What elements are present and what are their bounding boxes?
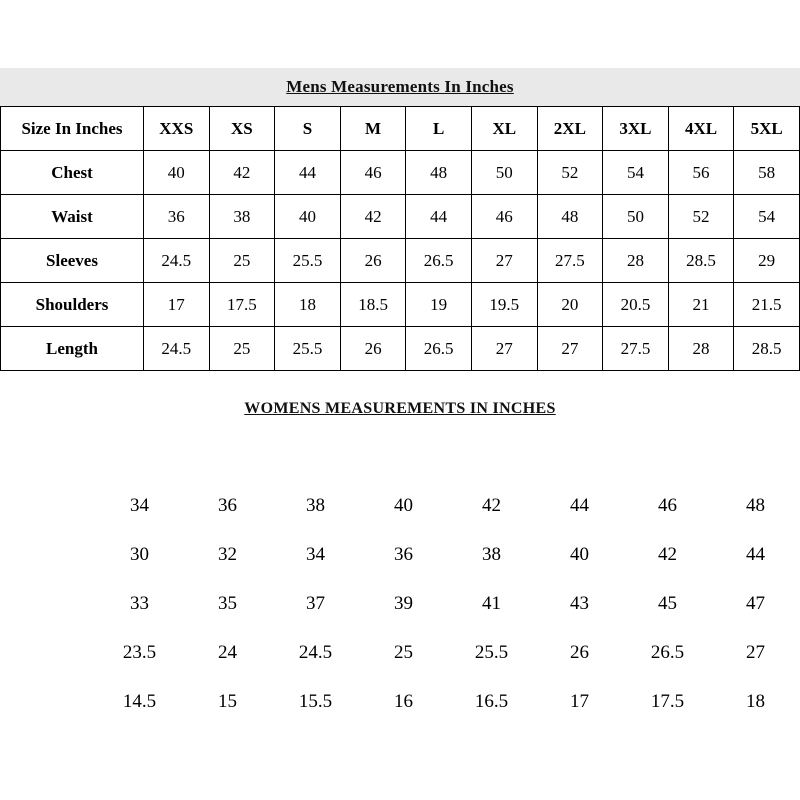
mens-chest-xl: 50 bbox=[471, 151, 537, 195]
womens-chest-xxs: 34 bbox=[96, 482, 184, 531]
womens-row-label-hips: Hips bbox=[1, 580, 96, 629]
womens-row-label-sleeves: Sleeves bbox=[1, 629, 96, 678]
mens-waist-l: 44 bbox=[406, 195, 472, 239]
womens-header-xxl: XXL bbox=[624, 435, 712, 482]
womens-size-chart bbox=[0, 434, 800, 727]
mens-sleeves-5xl: 29 bbox=[734, 239, 800, 283]
womens-measurements-table bbox=[0, 434, 800, 727]
mens-header-m: M bbox=[340, 107, 406, 151]
table-row bbox=[1, 678, 800, 727]
mens-row-label-length: Length bbox=[1, 327, 144, 371]
mens-waist-4xl: 52 bbox=[668, 195, 734, 239]
womens-hips-xl: 43 bbox=[536, 580, 624, 629]
mens-header-xxs: XXS bbox=[144, 107, 210, 151]
mens-table-body bbox=[1, 107, 800, 371]
mens-shoulders-4xl: 21 bbox=[668, 283, 734, 327]
womens-waist-m: 36 bbox=[360, 531, 448, 580]
mens-waist-xl: 46 bbox=[471, 195, 537, 239]
mens-length-s: 25.5 bbox=[275, 327, 341, 371]
mens-waist-xs: 38 bbox=[209, 195, 275, 239]
womens-row-label-shoulders: Shoulders bbox=[1, 678, 96, 727]
mens-sleeves-3xl: 28 bbox=[603, 239, 669, 283]
mens-waist-2xl: 48 bbox=[537, 195, 603, 239]
womens-sleeves-m: 25 bbox=[360, 629, 448, 678]
womens-sleeves-xl: 26 bbox=[536, 629, 624, 678]
table-row bbox=[1, 482, 800, 531]
womens-sleeves-xs: 24 bbox=[184, 629, 272, 678]
mens-chest-4xl: 56 bbox=[668, 151, 734, 195]
mens-chest-5xl: 58 bbox=[734, 151, 800, 195]
womens-header-l: L bbox=[448, 435, 536, 482]
mens-row-label-sleeves: Sleeves bbox=[1, 239, 144, 283]
mens-header-2xl: 2XL bbox=[537, 107, 603, 151]
womens-hips-xs: 35 bbox=[184, 580, 272, 629]
mens-chest-s: 44 bbox=[275, 151, 341, 195]
womens-shoulders-l: 16.5 bbox=[448, 678, 536, 727]
mens-length-5xl: 28.5 bbox=[734, 327, 800, 371]
womens-waist-xl: 40 bbox=[536, 531, 624, 580]
mens-length-2xl: 27 bbox=[537, 327, 603, 371]
womens-waist-xxs: 30 bbox=[96, 531, 184, 580]
womens-table-body bbox=[1, 435, 800, 727]
womens-waist-xs: 32 bbox=[184, 531, 272, 580]
womens-hips-xxs: 33 bbox=[96, 580, 184, 629]
table-row bbox=[1, 327, 800, 371]
table-row bbox=[1, 580, 800, 629]
mens-length-4xl: 28 bbox=[668, 327, 734, 371]
mens-sleeves-xl: 27 bbox=[471, 239, 537, 283]
mens-sleeves-l: 26.5 bbox=[406, 239, 472, 283]
mens-shoulders-5xl: 21.5 bbox=[734, 283, 800, 327]
womens-header-xxs: XXS bbox=[96, 435, 184, 482]
womens-hips-xxxl: 47 bbox=[712, 580, 800, 629]
womens-chest-xxl: 46 bbox=[624, 482, 712, 531]
table-row bbox=[1, 283, 800, 327]
mens-shoulders-3xl: 20.5 bbox=[603, 283, 669, 327]
womens-chest-l: 42 bbox=[448, 482, 536, 531]
mens-title-bar bbox=[0, 68, 800, 106]
mens-waist-m: 42 bbox=[340, 195, 406, 239]
mens-chest-m: 46 bbox=[340, 151, 406, 195]
womens-waist-xxl: 42 bbox=[624, 531, 712, 580]
womens-chest-xs: 36 bbox=[184, 482, 272, 531]
womens-chest-m: 40 bbox=[360, 482, 448, 531]
mens-shoulders-m: 18.5 bbox=[340, 283, 406, 327]
womens-sleeves-xxl: 26.5 bbox=[624, 629, 712, 678]
womens-chest-s: 38 bbox=[272, 482, 360, 531]
womens-hips-m: 39 bbox=[360, 580, 448, 629]
mens-chest-xs: 42 bbox=[209, 151, 275, 195]
womens-header-m: M bbox=[360, 435, 448, 482]
womens-row-label-chest: Chest bbox=[1, 482, 96, 531]
table-row bbox=[1, 195, 800, 239]
womens-shoulders-m: 16 bbox=[360, 678, 448, 727]
womens-hips-xxl: 45 bbox=[624, 580, 712, 629]
mens-chest-xxs: 40 bbox=[144, 151, 210, 195]
mens-waist-5xl: 54 bbox=[734, 195, 800, 239]
womens-header-row bbox=[1, 435, 800, 482]
womens-header-xl: XL bbox=[536, 435, 624, 482]
womens-waist-l: 38 bbox=[448, 531, 536, 580]
mens-length-l: 26.5 bbox=[406, 327, 472, 371]
womens-hips-s: 37 bbox=[272, 580, 360, 629]
mens-shoulders-s: 18 bbox=[275, 283, 341, 327]
mens-length-m: 26 bbox=[340, 327, 406, 371]
mens-header-5xl: 5XL bbox=[734, 107, 800, 151]
mens-shoulders-xl: 19.5 bbox=[471, 283, 537, 327]
mens-sleeves-xxs: 24.5 bbox=[144, 239, 210, 283]
mens-length-xxs: 24.5 bbox=[144, 327, 210, 371]
womens-chart-title: WOMENS MEASUREMENTS IN INCHES bbox=[244, 400, 556, 417]
mens-chest-3xl: 54 bbox=[603, 151, 669, 195]
mens-sleeves-xs: 25 bbox=[209, 239, 275, 283]
womens-shoulders-xl: 17 bbox=[536, 678, 624, 727]
womens-header-size-label: Size bbox=[1, 435, 96, 482]
mens-shoulders-2xl: 20 bbox=[537, 283, 603, 327]
womens-shoulders-xs: 15 bbox=[184, 678, 272, 727]
womens-shoulders-xxxl: 18 bbox=[712, 678, 800, 727]
mens-shoulders-l: 19 bbox=[406, 283, 472, 327]
womens-header-xs: XS bbox=[184, 435, 272, 482]
mens-row-label-shoulders: Shoulders bbox=[1, 283, 144, 327]
mens-header-size-label: Size In Inches bbox=[1, 107, 144, 151]
mens-header-row bbox=[1, 107, 800, 151]
womens-sleeves-xxs: 23.5 bbox=[96, 629, 184, 678]
mens-header-s: S bbox=[275, 107, 341, 151]
mens-chart-title: Mens Measurements In Inches bbox=[286, 77, 514, 96]
mens-row-label-chest: Chest bbox=[1, 151, 144, 195]
mens-shoulders-xs: 17.5 bbox=[209, 283, 275, 327]
mens-sleeves-s: 25.5 bbox=[275, 239, 341, 283]
table-row bbox=[1, 531, 800, 580]
mens-header-xs: XS bbox=[209, 107, 275, 151]
womens-shoulders-xxs: 14.5 bbox=[96, 678, 184, 727]
mens-measurements-table bbox=[0, 106, 800, 371]
womens-chest-xxxl: 48 bbox=[712, 482, 800, 531]
womens-hips-l: 41 bbox=[448, 580, 536, 629]
mens-waist-s: 40 bbox=[275, 195, 341, 239]
mens-waist-xxs: 36 bbox=[144, 195, 210, 239]
mens-row-label-waist: Waist bbox=[1, 195, 144, 239]
mens-header-l: L bbox=[406, 107, 472, 151]
womens-chest-xl: 44 bbox=[536, 482, 624, 531]
mens-chest-2xl: 52 bbox=[537, 151, 603, 195]
mens-header-xl: XL bbox=[471, 107, 537, 151]
womens-sleeves-xxxl: 27 bbox=[712, 629, 800, 678]
mens-header-4xl: 4XL bbox=[668, 107, 734, 151]
womens-sleeves-s: 24.5 bbox=[272, 629, 360, 678]
mens-length-3xl: 27.5 bbox=[603, 327, 669, 371]
mens-length-xl: 27 bbox=[471, 327, 537, 371]
table-row bbox=[1, 239, 800, 283]
table-row bbox=[1, 151, 800, 195]
mens-shoulders-xxs: 17 bbox=[144, 283, 210, 327]
mens-sleeves-m: 26 bbox=[340, 239, 406, 283]
mens-sleeves-4xl: 28.5 bbox=[668, 239, 734, 283]
womens-shoulders-s: 15.5 bbox=[272, 678, 360, 727]
mens-waist-3xl: 50 bbox=[603, 195, 669, 239]
mens-length-xs: 25 bbox=[209, 327, 275, 371]
womens-waist-s: 34 bbox=[272, 531, 360, 580]
womens-header-xxxl: XXXL bbox=[712, 435, 800, 482]
mens-sleeves-2xl: 27.5 bbox=[537, 239, 603, 283]
womens-shoulders-xxl: 17.5 bbox=[624, 678, 712, 727]
table-row bbox=[1, 629, 800, 678]
mens-size-chart bbox=[0, 68, 800, 371]
mens-header-3xl: 3XL bbox=[603, 107, 669, 151]
womens-sleeves-l: 25.5 bbox=[448, 629, 536, 678]
womens-waist-xxxl: 44 bbox=[712, 531, 800, 580]
womens-header-s: S bbox=[272, 435, 360, 482]
womens-row-label-waist: Waist bbox=[1, 531, 96, 580]
mens-chest-l: 48 bbox=[406, 151, 472, 195]
